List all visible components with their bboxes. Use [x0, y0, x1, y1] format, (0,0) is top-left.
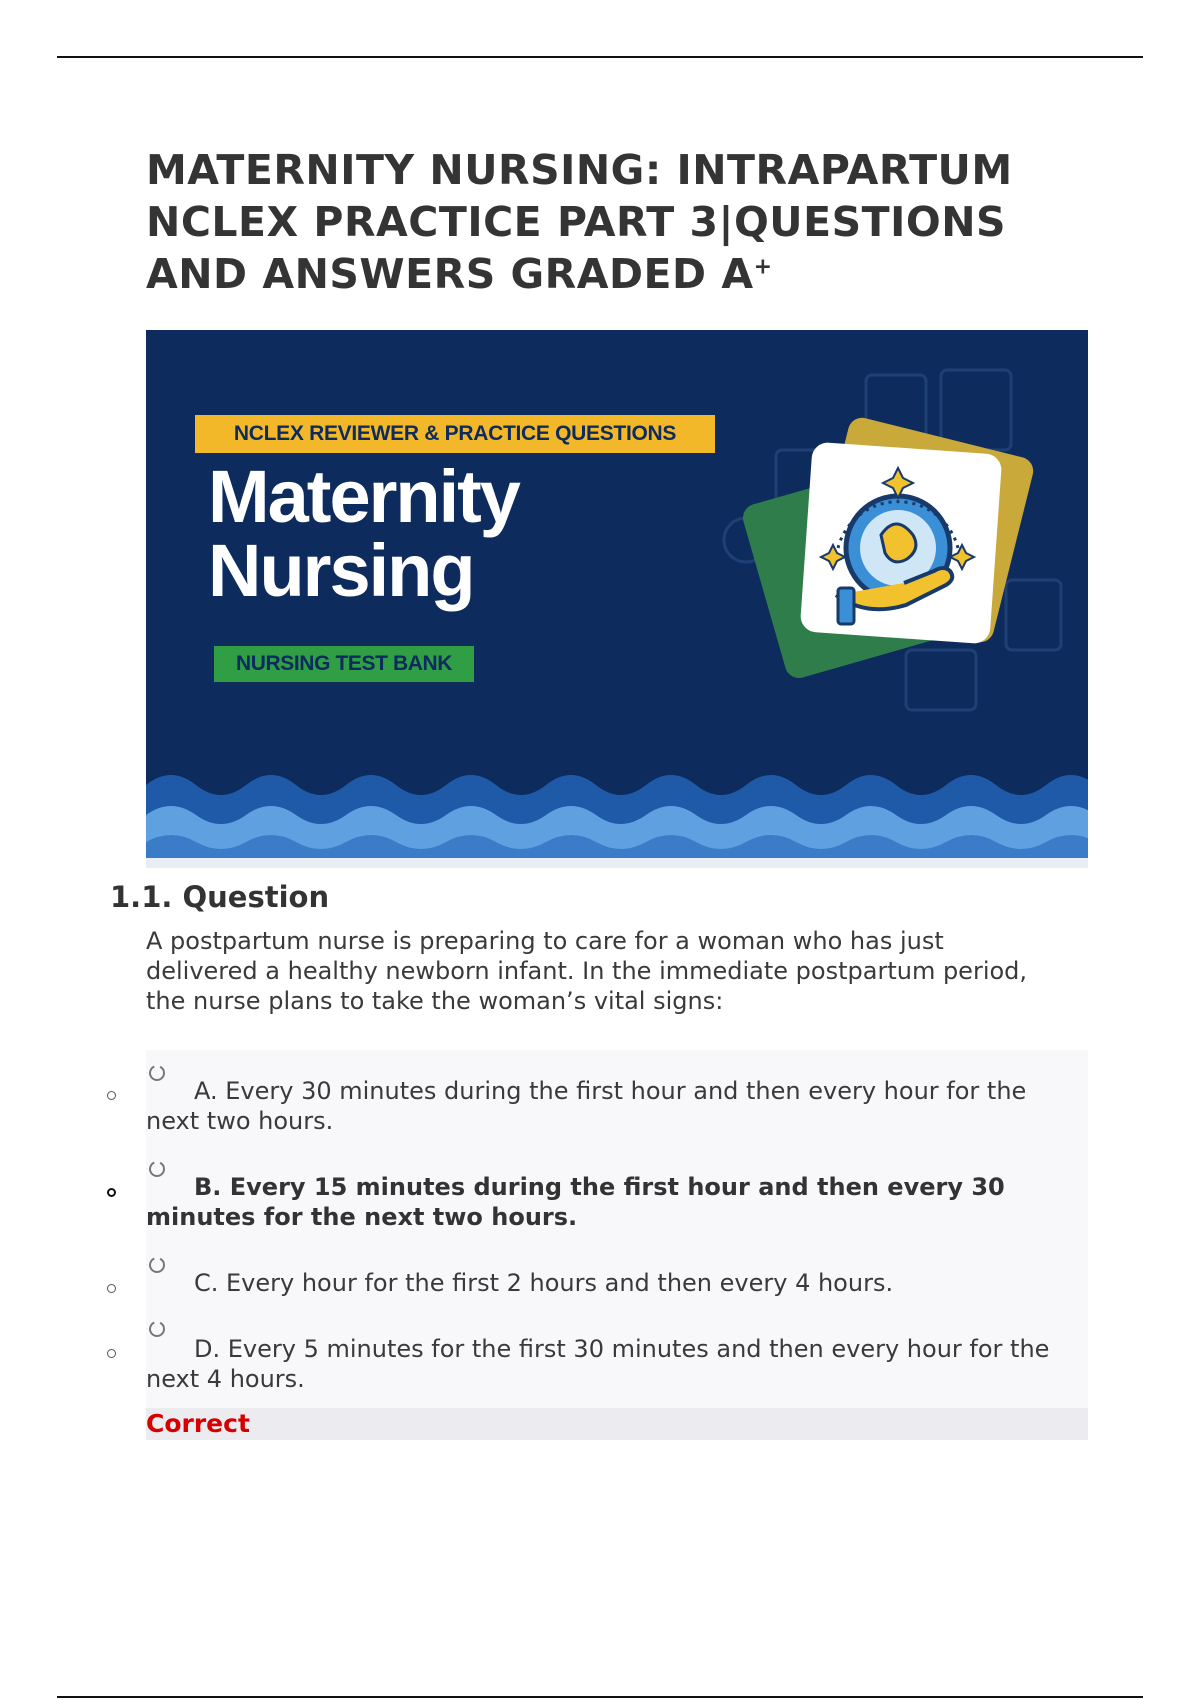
answer-option-label: D. Every 5 minutes for the first 30 minutes and then every hour for the next 4 hours.	[146, 1335, 1050, 1393]
banner-image	[146, 330, 1088, 868]
banner-headline-line-2: Nursing	[208, 529, 474, 612]
title-line-1: MATERNITY NURSING: INTRAPARTUM	[146, 146, 1013, 194]
question-heading	[110, 880, 329, 914]
answer-option-a[interactable]	[146, 1076, 1086, 1136]
question-title: 1. Question	[141, 880, 330, 914]
answer-option-d[interactable]	[146, 1334, 1086, 1394]
document-title	[146, 144, 1106, 300]
list-bullet-icon	[107, 1284, 116, 1293]
title-superscript: +	[753, 254, 773, 280]
question-text: A postpartum nurse is preparing to care for a woman who has just delivered a healthy newborn infant. In the immediate postpartum period, the nurse plans to take the woman’s vital signs:	[146, 927, 1028, 1015]
question-list-number: 1.	[110, 880, 142, 914]
list-bullet-icon	[107, 1091, 116, 1100]
list-bullet-icon	[107, 1188, 116, 1197]
banner-headline-line-1: Maternity	[208, 455, 519, 538]
answer-option-label: C. Every hour for the first 2 hours and then every 4 hours.	[194, 1269, 894, 1297]
answer-option-b[interactable]	[146, 1172, 1086, 1232]
answer-option-label: A. Every 30 minutes during the first hour and then every hour for the next two hours.	[146, 1077, 1027, 1135]
answer-option-label: B. Every 15 minutes during the first hour and then every 30 minutes for the next two hours.	[146, 1173, 1005, 1231]
title-line-2: NCLEX PRACTICE PART 3|QUESTIONS	[146, 198, 1007, 246]
banner-tag: NCLEX REVIEWER & PRACTICE QUESTIONS	[195, 415, 715, 453]
card-stack-icon	[740, 415, 1036, 681]
result-label: Correct	[146, 1408, 1088, 1440]
title-line-3: AND ANSWERS GRADED A	[146, 250, 754, 298]
top-rule	[57, 56, 1143, 58]
banner-subtag: NURSING TEST BANK	[214, 646, 474, 682]
banner-headline	[208, 455, 519, 612]
bottom-rule	[57, 1696, 1143, 1698]
answer-option-c[interactable]	[146, 1268, 1086, 1298]
list-bullet-icon	[107, 1349, 116, 1358]
